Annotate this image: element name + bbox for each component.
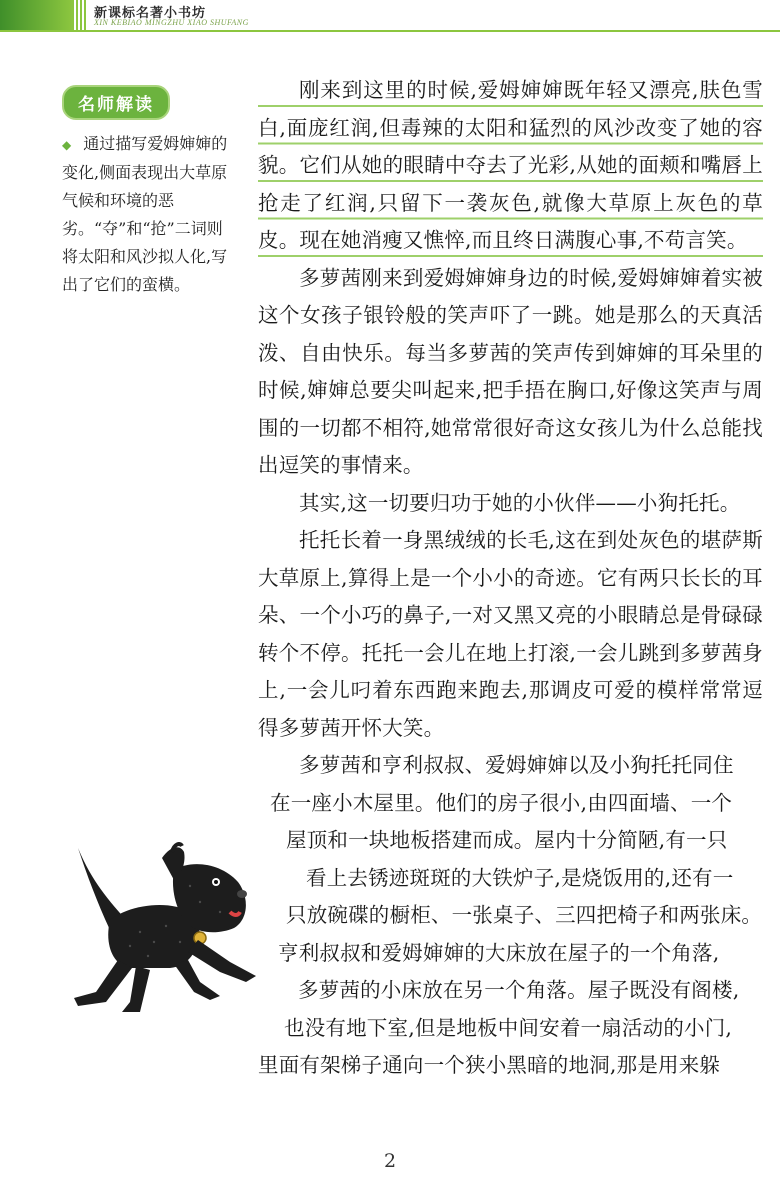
paragraph-5-line: 屋顶和一块地板搭建而成。屋内十分简陋,有一只 [286, 828, 728, 852]
paragraph-3: 其实,这一切要归功于她的小伙伴——小狗托托。 [299, 490, 741, 515]
teacher-note-text: 通过描写爱姆婶婶的变化,侧面表现出大草原气候和环境的恶劣。“夺”和“抢”二词则将太阳和风沙拟人化,写出了它们的蛮横。 [62, 134, 228, 294]
main-text [258, 72, 763, 1085]
paragraph-5 [258, 747, 763, 1085]
teacher-note-sidebar [62, 85, 232, 299]
paragraph-4: 托托长着一身黑绒绒的长毛,这在到处灰色的堪萨斯大草原上,算得上是一个小小的奇迹。它有两只长长的耳朵、一个小巧的鼻子,一对又黑又亮的小眼睛总是骨碌碌转个不停。托托一会儿在地上打滚,一会儿跳到多萝茜身上,一会儿叼着东西跑来跑去,那调皮可爱的模样常常逗得多萝茜开怀大笑。 [258, 528, 763, 740]
paragraph-5-line: 多萝茜和亨利叔叔、爱姆婶婶以及小狗托托同住 [299, 753, 734, 777]
page-header [0, 0, 780, 30]
series-subtitle: XIN KEBIAO MINGZHU XIAO SHUFANG [94, 18, 249, 27]
dog-nose [237, 890, 247, 898]
paragraph-5-line: 里面有架梯子通向一个狭小黑暗的地洞,那是用来躲 [258, 1053, 721, 1077]
paragraph-5-line: 在一座小木屋里。他们的房子很小,由四面墙、一个 [270, 790, 733, 815]
dog-leg-back [74, 960, 132, 1006]
diamond-bullet-icon: ◆ [62, 138, 72, 152]
paragraph-1: 刚来到这里的时候,爱姆婶婶既年轻又漂亮,肤色雪白,面庞红润,但毒辣的太阳和猛烈的风沙改变了她的容貌。它们从她的眼睛中夺去了光彩,从她的面颊和嘴唇上抢走了红润,只留下一袭灰色,就像大草原上灰色的草皮。现在她消瘦又憔悴,而且终日满腹心事,不苟言笑。 [258, 72, 763, 260]
header-stripe [72, 0, 88, 30]
paragraph-5-line: 也没有地下室,但是地板中间安着一扇活动的小门, [284, 1015, 733, 1040]
paragraph-5-line: 多萝茜的小床放在另一个角落。屋子既没有阁楼, [298, 978, 740, 1002]
paragraph-5-line: 亨利叔叔和爱姆婶婶的大床放在屋子的一个角落, [278, 940, 720, 965]
page-number: 2 [383, 1150, 397, 1172]
paragraph-5-line: 只放碗碟的橱柜、一张桌子、三四把椅子和两张床。 [286, 903, 763, 927]
toto-dog-illustration [70, 842, 260, 1022]
teacher-note [62, 130, 232, 299]
header-green-block [0, 0, 72, 30]
header-rule [0, 30, 780, 32]
paragraph-5-line: 看上去锈迹斑斑的大铁炉子,是烧饭用的,还有一 [306, 865, 734, 890]
dog-leg-front-2 [188, 940, 256, 982]
teacher-note-badge: 名师解读 [62, 85, 170, 120]
series-title: 新课标名著小书坊 [94, 6, 207, 21]
paragraph-2: 多萝茜刚来到爱姆婶婶身边的时候,爱姆婶婶着实被这个女孩子银铃般的笑声吓了一跳。她是那么的天真活泼、自由快乐。每当多萝茜的笑声传到婶婶的耳朵里的时候,婶婶总要尖叫起来,把手捂在胸口,好像这笑声与周围的一切都不相符,她常常很好奇这女孩儿为什么总能找出逗笑的事情来。 [258, 265, 763, 477]
